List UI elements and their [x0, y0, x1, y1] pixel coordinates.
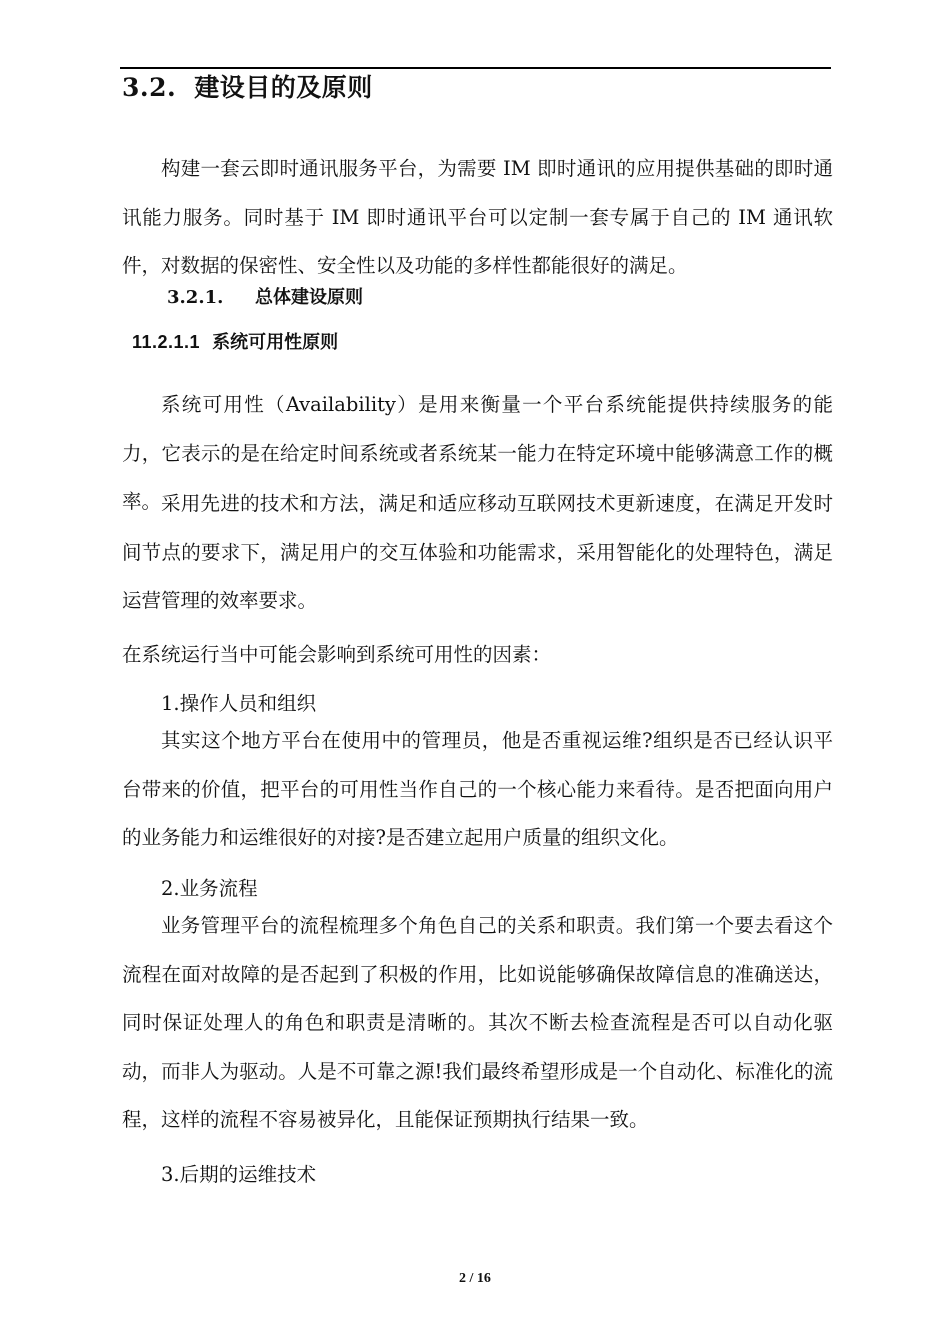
subsubsection-number: 11.2.1.1 — [132, 332, 201, 352]
approach-paragraph: 采用先进的技术和方法，满足和适应移动互联网技术更新速度，在满足开发时间节点的要求下，满足用户的交互体验和功能需求，采用智能化的处理特色，满足运营管理的效率要求。 — [122, 492, 833, 613]
subsection-title: 总体建设原则 — [255, 287, 363, 308]
factor-text: 其实这个地方平台在使用中的管理员，他是否重视运维?组织是否已经认识平台带来的价值，把平台的可用性当作自己的一个核心能力来看待。是否把面向用户的业务能力和运维很好的对接?是否建立起用户质量的组织文化。 — [122, 729, 833, 850]
availability-paragraph: 系统可用性（Availability）是用来衡量一个平台系统能提供持续服务的能力，它表示的是在给定时间系统或者系统某一能力在特定环境中能够满意工作的概率。 — [122, 393, 833, 514]
factor-label: 3.后期的运维技术 — [161, 1163, 317, 1186]
section-number: 3.2. — [122, 73, 177, 102]
subsubsection-title: 系统可用性原则 — [212, 332, 339, 353]
factor-label: 1.操作人员和组织 — [161, 692, 317, 715]
factor-label: 2.业务流程 — [161, 877, 258, 900]
page-indicator: 2 / 16 — [459, 1271, 491, 1286]
subsubsection-heading — [132, 329, 338, 356]
section-heading — [122, 70, 373, 106]
subsection-number: 3.2.1. — [167, 287, 224, 308]
intro-paragraph: 构建一套云即时通讯服务平台，为需要 IM 即时通讯的应用提供基础的即时通讯能力服务。同时基于 IM 即时通讯平台可以定制一套专属于自己的 IM 通讯软件，对数据的保密性、安全性以及功能的多样性都能很好的满足。 — [122, 157, 833, 278]
factors-intro: 在系统运行当中可能会影响到系统可用性的因素： — [122, 643, 552, 666]
top-rule — [120, 67, 831, 69]
section-title: 建设目的及原则 — [194, 73, 373, 102]
subsection-heading — [167, 285, 363, 311]
factor-text: 业务管理平台的流程梳理多个角色自己的关系和职责。我们第一个要去看这个流程在面对故障的是否起到了积极的作用，比如说能够确保故障信息的准确送达，同时保证处理人的角色和职责是清晰的。其次不断去检查流程是否可以自动化驱动，而非人为驱动。人是不可靠之源!我们最终希望形成是一个自动化、标准化的流程，这样的流程不容易被异化，且能保证预期执行结果一致。 — [122, 914, 833, 1131]
